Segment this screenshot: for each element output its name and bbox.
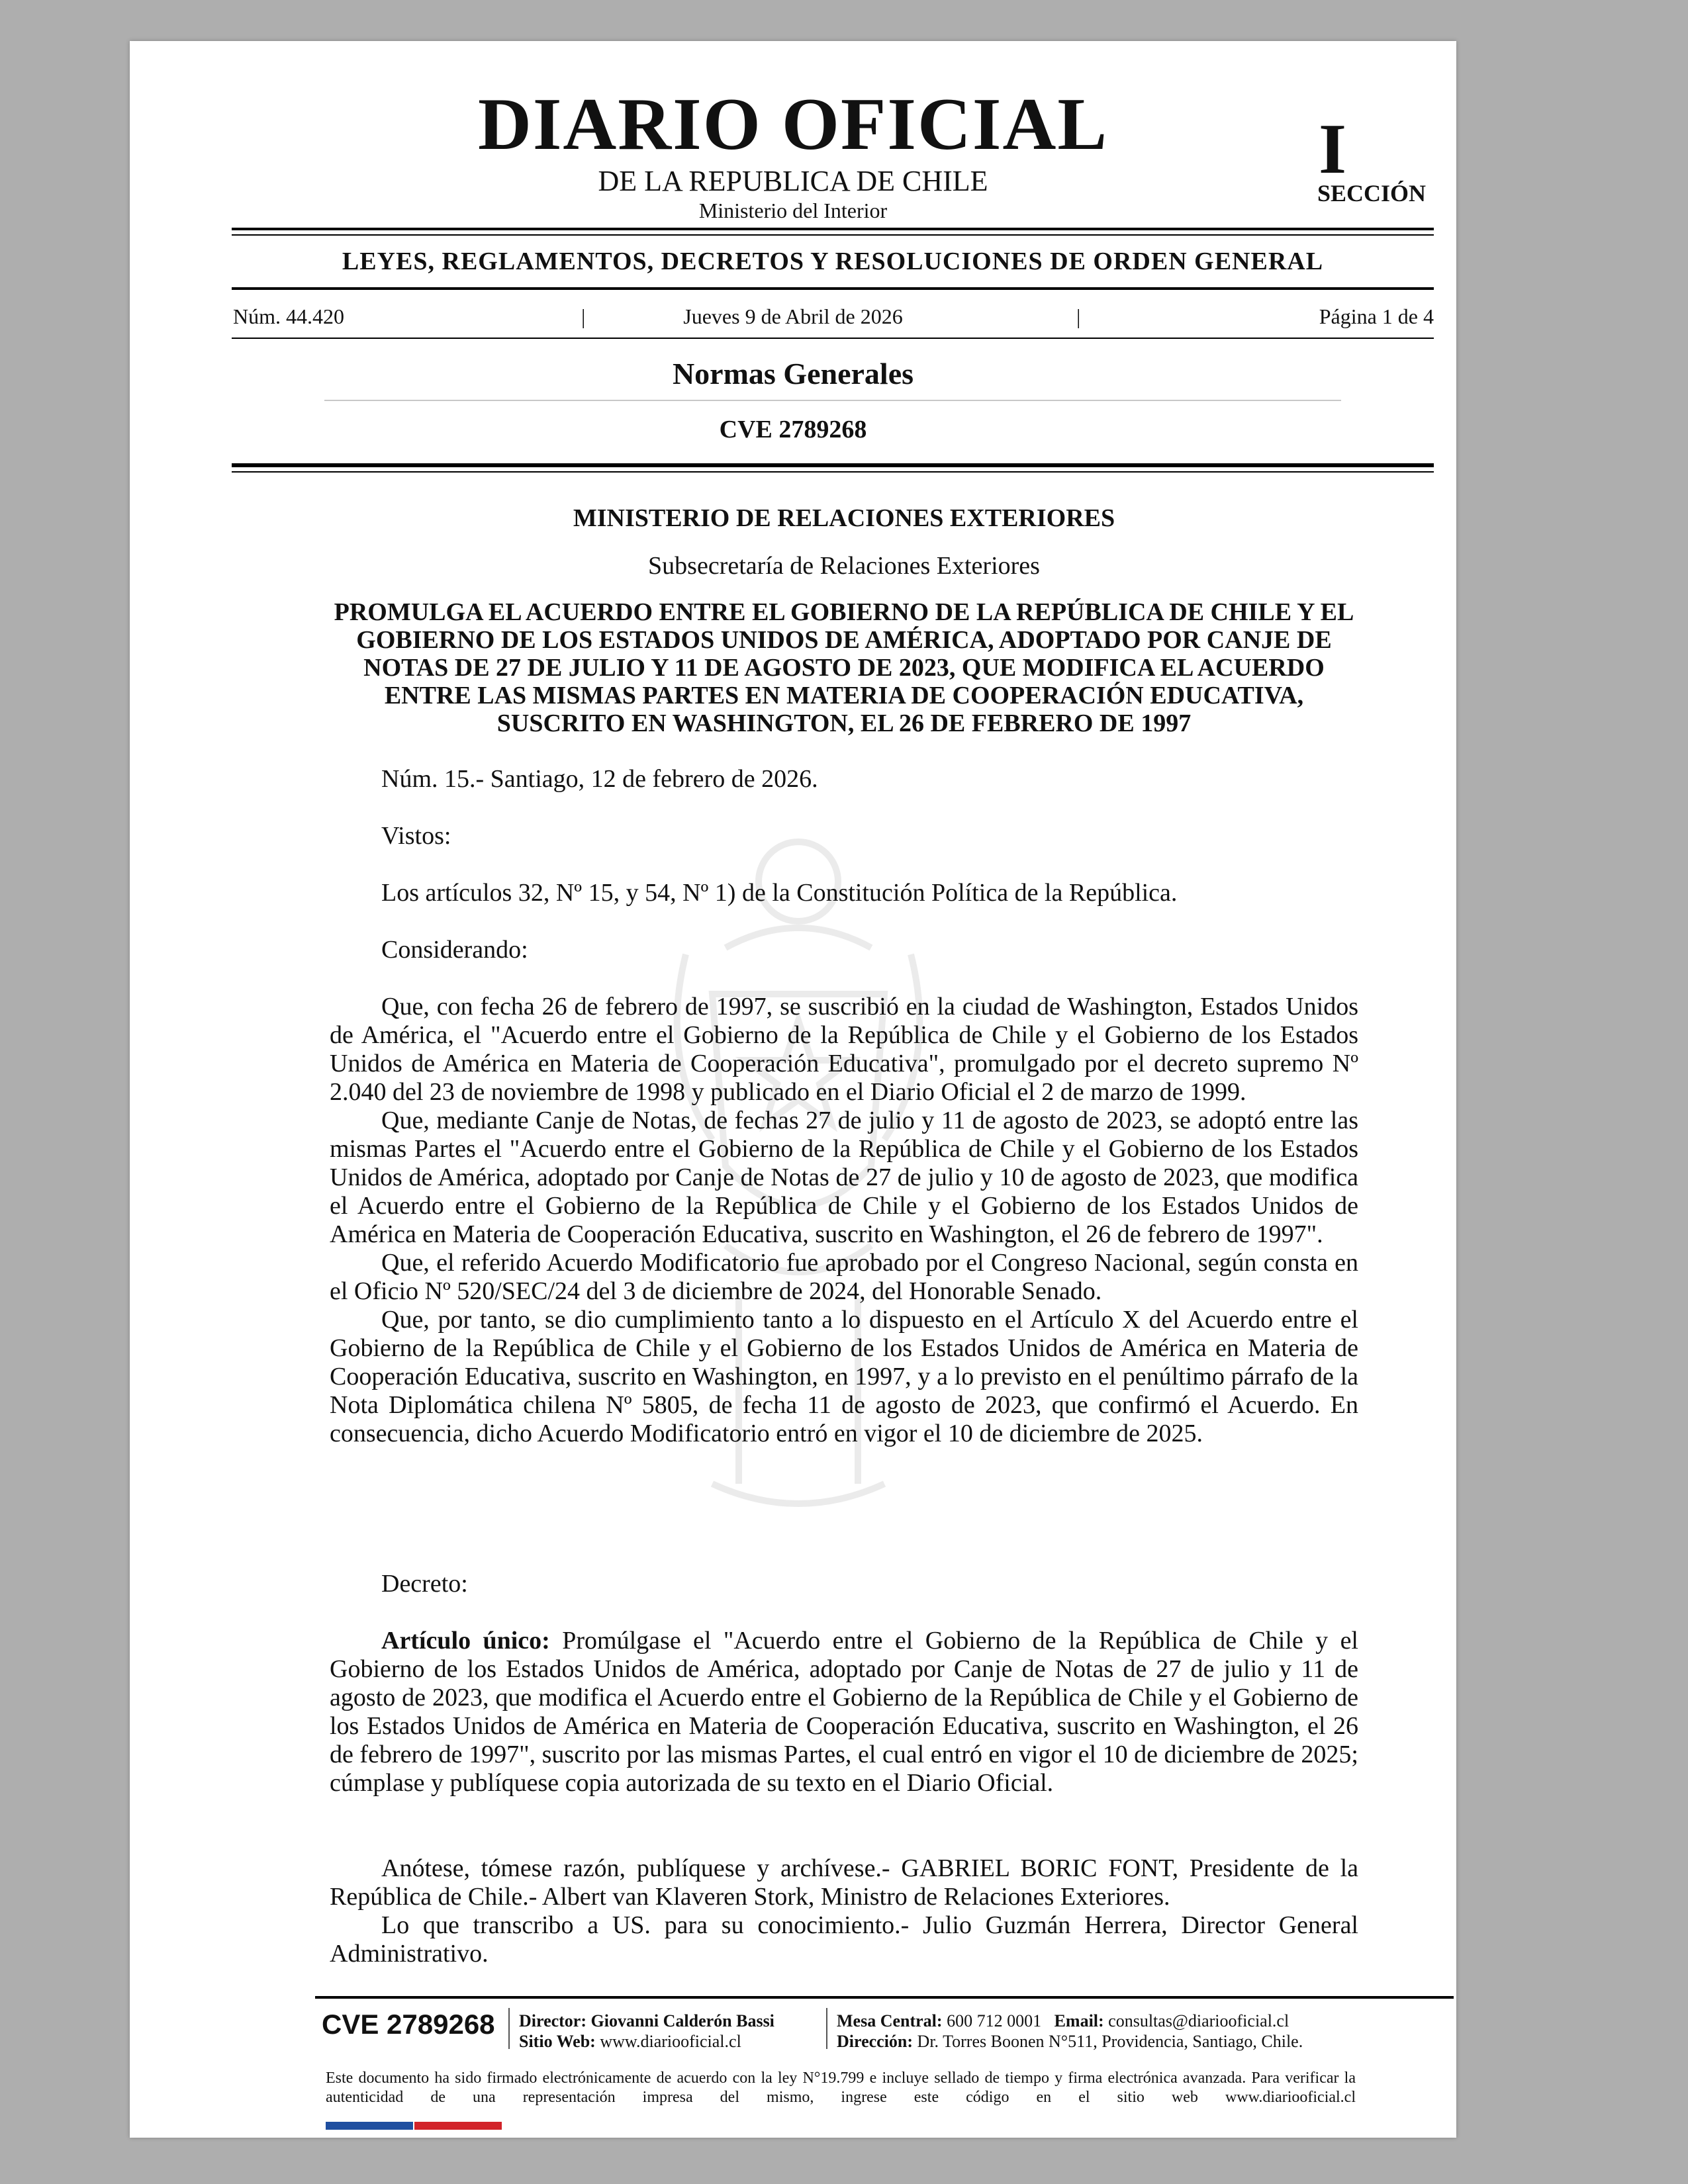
- header-rule-top: [232, 228, 1434, 230]
- category-divider: [324, 400, 1341, 401]
- laws-title: LEYES, REGLAMENTOS, DECRETOS Y RESOLUCIONES DE ORDEN GENERAL: [342, 248, 1324, 275]
- header-rule-bottom-thin: [232, 471, 1434, 473]
- cve-code: CVE 2789268: [719, 416, 867, 443]
- phone-label: Mesa Central:: [837, 2011, 943, 2030]
- subsecretariat: Subsecretaría de Relaciones Exteriores: [648, 552, 1040, 580]
- header-rule-meta: [232, 338, 1434, 339]
- header-rule-top-thin: [232, 234, 1434, 236]
- email-label: Email:: [1054, 2011, 1104, 2030]
- phone-value: 600 712 0001: [947, 2011, 1042, 2030]
- meta-separator: |: [1076, 304, 1081, 328]
- closing-paragraph: Anótese, tómese razón, publíquese y archívese.- GABRIEL BORIC FONT, Presidente de la República de Chile.- Albert van Klaveren Stork, Ministro de Relaciones Exteriores.: [330, 1854, 1358, 1911]
- footer-director: [519, 2011, 774, 2031]
- section-label: SECCIÓN: [1317, 180, 1427, 206]
- flag-stripe-red: [414, 2122, 502, 2130]
- considerando-paragraph: Que, con fecha 26 de febrero de 1997, se suscribió en la ciudad de Washington, Estados Unidos de América, el "Acuerdo entre el Gobierno de la República de Chile y el Gobierno de los Estados Unidos de América en Materia de Cooperación Educativa", promulgado por el decreto supremo Nº 2.040 del 23 de noviembre de 1998 y publicado en el Diario Oficial el 2 de marzo de 1999.: [330, 993, 1358, 1106]
- decree-title: PROMULGA EL ACUERDO ENTRE EL GOBIERNO DE LA REPÚBLICA DE CHILE Y EL GOBIERNO DE LOS ESTADOS UNIDOS DE AMÉRICA, ADOPTADO POR CANJE DE NOTAS DE 27 DE JULIO Y 11 DE AGOSTO DE 2023, QUE MODIFICA EL ACUERDO ENTRE LAS MISMAS PARTES EN MATERIA DE COOPERACIÓN EDUCATIVA, SUSCRITO EN WASHINGTON, EL 26 DE FEBRERO DE 1997: [334, 598, 1354, 737]
- footer-site: [519, 2031, 741, 2052]
- header-rule-mid: [232, 287, 1434, 290]
- considerando-paragraph: Que, el referido Acuerdo Modificatorio fue aprobado por el Congreso Nacional, según consta en el Oficio Nº 520/SEC/24 del 3 de diciembre de 2024, del Honorable Senado.: [330, 1249, 1358, 1305]
- footer-address: [837, 2031, 1303, 2052]
- site-label: Sitio Web:: [519, 2032, 596, 2051]
- footer-cve: CVE 2789268: [322, 2009, 495, 2040]
- footer-note: Este documento ha sido firmado electrónicamente de acuerdo con la ley N°19.799 e incluye sellado de tiempo y firma electrónica avanzada. Para verificar la autenticidad de una representación impresa del mismo, ingrese este código en el sitio web www.diariooficial.cl: [326, 2070, 1356, 2106]
- flag-stripe-blue: [326, 2122, 413, 2130]
- considerando-paragraph: Que, mediante Canje de Notas, de fechas 27 de julio y 11 de agosto de 2023, se adoptó entre las mismas Partes el "Acuerdo entre el Gobierno de la República de Chile y el Gobierno de los Estados Unidos de América, adoptado por Canje de Notas de 27 de julio y 10 de agosto de 2023, que modifica el Acuerdo entre el Gobierno de la República de Chile y el Gobierno de los Estados Unidos de América en Materia de Cooperación Educativa, suscrito en Washington, el 26 de febrero de 1997".: [330, 1107, 1358, 1248]
- email-value[interactable]: consultas@diariooficial.cl: [1108, 2011, 1289, 2030]
- articulo-paragraph: [330, 1627, 1358, 1797]
- issue-number: Núm. 44.420: [233, 304, 344, 328]
- decreto-label: Decreto:: [381, 1570, 468, 1598]
- address-label: Dirección:: [837, 2032, 914, 2051]
- articulo-text: Promúlgase el "Acuerdo entre el Gobierno de la República de Chile y el Gobierno de los Estados Unidos de América, adoptado por Canje de Notas de 27 de julio y 11 de agosto de 2023, que modifica el Acuerdo entre el Gobierno de la República de Chile y el Gobierno de los Estados Unidos de América en Materia de Cooperación Educativa, suscrito en Washington, el 26 de febrero de 1997", suscrito por las mismas Partes, el cual entró en vigor el 10 de diciembre de 2025; cúmplase y publíquese copia autorizada de su texto en el Diario Oficial.: [330, 1627, 1358, 1797]
- page-indicator: Página 1 de 4: [1319, 304, 1434, 328]
- director-value: Giovanni Calderón Bassi: [590, 2011, 774, 2030]
- section-number: I: [1319, 110, 1347, 189]
- articulo-label: Artículo único:: [381, 1627, 550, 1655]
- masthead-ministry: Ministerio del Interior: [698, 199, 888, 222]
- vistos-label: Vistos:: [381, 822, 451, 850]
- site-value[interactable]: www.diariooficial.cl: [600, 2032, 741, 2051]
- director-label: Director:: [519, 2011, 587, 2030]
- issue-date: Jueves 9 de Abril de 2026: [683, 304, 903, 328]
- address-value: Dr. Torres Boonen N°511, Providencia, Santiago, Chile.: [917, 2032, 1303, 2051]
- footer-contact: [837, 2011, 1289, 2031]
- decree-number: Núm. 15.- Santiago, 12 de febrero de 2026.: [381, 765, 818, 793]
- document-page: [130, 41, 1456, 2138]
- footer-rule: [315, 1996, 1454, 1999]
- considerando-label: Considerando:: [381, 936, 528, 964]
- closing-block: [330, 1854, 1358, 1968]
- masthead-subtitle: DE LA REPUBLICA DE CHILE: [598, 165, 988, 197]
- header-rule-bottom: [232, 463, 1434, 467]
- meta-separator: |: [581, 304, 586, 328]
- articulo-block: [330, 1627, 1358, 1797]
- masthead-title: DIARIO OFICIAL: [477, 83, 1109, 165]
- closing-paragraph: Lo que transcribo a US. para su conocimiento.- Julio Guzmán Herrera, Director General Administrativo.: [330, 1911, 1358, 1968]
- considerando-paragraph: Que, por tanto, se dio cumplimiento tanto a lo dispuesto en el Artículo X del Acuerdo entre el Gobierno de la República de Chile y el Gobierno de los Estados Unidos de América en Materia de Cooperación Educativa, suscrito en Washington, en 1997, y a lo previsto en el penúltimo párrafo de la Nota Diplomática chilena Nº 5805, de fecha 11 de agosto de 2023, que confirmó el Acuerdo. En consecuencia, dicho Acuerdo Modificatorio entró en vigor el 10 de diciembre de 2025.: [330, 1306, 1358, 1447]
- footer-divider: [826, 2008, 827, 2049]
- considerando-block: [330, 993, 1358, 1448]
- category-title: Normas Generales: [672, 357, 914, 390]
- ministry-heading: MINISTERIO DE RELACIONES EXTERIORES: [573, 504, 1115, 532]
- footer-divider: [508, 2008, 510, 2049]
- vistos-text: Los artículos 32, Nº 15, y 54, Nº 1) de la Constitución Política de la República.: [381, 879, 1178, 907]
